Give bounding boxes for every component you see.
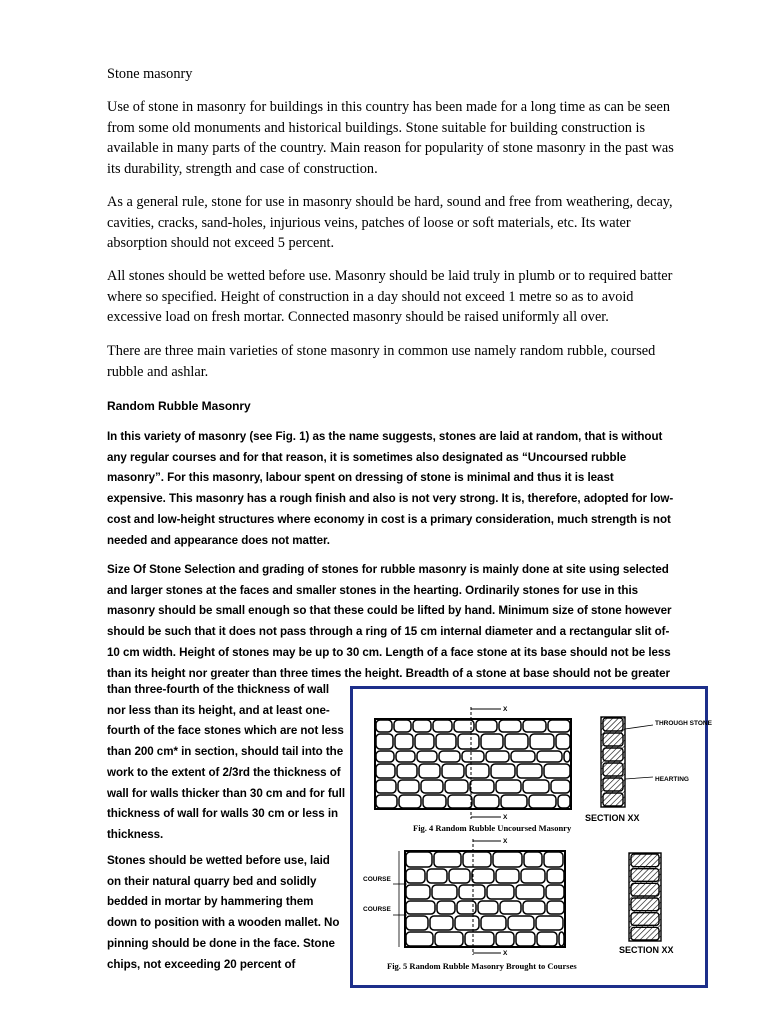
stone [474, 795, 499, 808]
stone [487, 885, 514, 899]
stone [472, 869, 494, 883]
stone [457, 901, 476, 914]
fig5-wall [405, 851, 565, 947]
stone [501, 795, 527, 808]
stone [376, 795, 397, 808]
stone [508, 916, 534, 930]
stone [536, 916, 563, 930]
stone [559, 932, 564, 946]
stone [406, 901, 435, 914]
stone [505, 734, 528, 749]
stone [537, 751, 562, 762]
course-label-1: COURSE [363, 876, 391, 883]
stone [454, 720, 474, 732]
stone [442, 764, 464, 778]
fig4-wall [375, 719, 571, 809]
section-heading: Random Rubble Masonry [107, 399, 251, 413]
stone [491, 764, 515, 778]
fig5-axis-top: X [503, 838, 508, 845]
stone [496, 869, 519, 883]
stone [486, 751, 509, 762]
stone [415, 734, 434, 749]
paragraph: Use of stone in masonry for buildings in this country has been made for a long time as can be seen from some old monuments and historical buildings. Stone suitable for building construction is available in many parts of the country. Main reason for popularity of stone masonry in the past was its durability, strength and case of construction. [107, 99, 674, 177]
masonry-drawing [353, 689, 712, 985]
stone [435, 932, 463, 946]
stone [521, 869, 545, 883]
stone [458, 734, 479, 749]
paragraph: As a general rule, stone for use in masonry should be hard, sound and free from weathering, decay, cavities, cracks, sand-holes, injurious veins, patches of loose or soft materials, etc. Its water absorption should not exceed 5 percent. [107, 194, 673, 252]
stone [376, 751, 394, 762]
stone [395, 734, 413, 749]
fig4-section [601, 717, 625, 807]
stone [547, 901, 564, 914]
stone [430, 916, 453, 930]
stone [423, 795, 446, 808]
stone [529, 795, 556, 808]
stone [376, 720, 392, 732]
stone [524, 852, 542, 867]
stone [449, 869, 470, 883]
hearting-label: HEARTING [655, 776, 689, 783]
stone [544, 852, 563, 867]
stone [551, 780, 570, 793]
stone [523, 780, 549, 793]
stone [406, 932, 433, 946]
stone [465, 932, 494, 946]
fig5-caption: Fig. 5 Random Rubble Masonry Brought to Courses [387, 961, 577, 971]
stone [376, 780, 396, 793]
stone [433, 720, 452, 732]
stone [546, 885, 564, 899]
stone [493, 852, 522, 867]
stone [417, 751, 437, 762]
stone [463, 852, 491, 867]
stone [558, 795, 570, 808]
stone [396, 751, 415, 762]
stone [481, 734, 503, 749]
fig4-caption: Fig. 4 Random Rubble Uncoursed Masonry [413, 823, 572, 833]
stone [530, 734, 554, 749]
course-label-2: COURSE [363, 906, 391, 913]
stone [459, 885, 485, 899]
stone [413, 720, 431, 732]
stone [516, 932, 535, 946]
fig4-section-label: SECTION XX [585, 813, 640, 823]
stone [523, 901, 545, 914]
paragraph: In this variety of masonry (see Fig. 1) as the name suggests, stones are laid at random, that is without any regular courses and for that reason, it is sometimes also designated as “Uncoursed rubble masonry”. For this masonry, labour spent on dressing of stone is minimal and thus it is least expensive. This masonry has a rough finish and also is not very strong. It is, therefore, adopted for low-cost and low-height structures where economy in cost is a primary consideration, much strength is not needed and appearance does not matter. [107, 430, 674, 547]
stone [445, 780, 468, 793]
stone [478, 901, 498, 914]
stone [462, 751, 484, 762]
stone [376, 764, 395, 778]
stone [511, 751, 535, 762]
stone [399, 795, 421, 808]
stone [436, 734, 456, 749]
stone [427, 869, 447, 883]
stone [439, 751, 460, 762]
stone [523, 720, 546, 732]
stone [500, 901, 521, 914]
paragraph: All stones should be wetted before use. Masonry should be laid truly in plumb or to required batter where so specified. Height of construction in a day should not exceed 1 metre so as to avoid excessive load on fresh mortar. Connected masonry should be raised uniformly all over. [107, 268, 673, 326]
stone [406, 852, 432, 867]
masonry-figure [350, 686, 712, 988]
stone [448, 795, 472, 808]
stone [419, 764, 440, 778]
fig4-axis-bottom: X [503, 814, 508, 821]
paragraph: than three-fourth of the thickness of wall nor less than its height, and at least one-fourth of the face stones which are not less than 200 cm* in section, should tail into the work to the extent of 2/3rd the thickness of wall for walls thicker than 30 cm and for full thickness of wall for walls 30 cm or less in thickness. [107, 683, 346, 841]
stone [499, 720, 521, 732]
stone [481, 916, 506, 930]
through-stone-label: THROUGH STONE [655, 720, 712, 727]
stone [406, 916, 428, 930]
stone [394, 720, 411, 732]
stone [547, 869, 564, 883]
stone [437, 901, 455, 914]
stone [544, 764, 570, 778]
document-title: Stone masonry [107, 66, 193, 82]
stone [432, 885, 457, 899]
stone [376, 734, 393, 749]
stone [434, 852, 461, 867]
paragraph: Stones should be wetted before use, laid on their natural quarry bed and solidly bedded in mortar by hammering them down to position with a wooden mallet. No pinning should be done in the face. Stone chips, not exceeding 20 percent of [107, 854, 340, 971]
stone [516, 885, 544, 899]
stone [496, 780, 521, 793]
stone [564, 751, 570, 762]
stone [517, 764, 542, 778]
stone [421, 780, 443, 793]
stone [406, 869, 425, 883]
fig4-axis-top: X [503, 706, 508, 713]
stone [556, 734, 570, 749]
fig5-axis-bottom: X [503, 950, 508, 957]
fig5-section [629, 853, 661, 941]
stone [470, 780, 494, 793]
stone [537, 932, 557, 946]
fig5-section-label: SECTION XX [619, 945, 674, 955]
stone [398, 780, 419, 793]
paragraph: There are three main varieties of stone masonry in common use namely random rubble, coursed rubble and ashlar. [107, 343, 656, 380]
stone [406, 885, 430, 899]
stone [496, 932, 514, 946]
paragraph: Size Of Stone Selection and grading of stones for rubble masonry is mainly done at site using selected and larger stones at the faces and smaller stones in the hearting. Ordinarily stones for use in this masonry should be small enough so that these could be lifted by hand. Minimum size of stone however should be such that it does not pass through a ring of 15 cm internal diameter and a rectangular slit of-10 cm width. Height of stones may be up to 30 cm. Length of a face stone at its base should not be less than its height nor greater than three times the height. Breadth of a stone at base should not be greater [107, 563, 672, 680]
stone [476, 720, 497, 732]
stone [466, 764, 489, 778]
stone [548, 720, 570, 732]
stone [455, 916, 479, 930]
stone [397, 764, 417, 778]
